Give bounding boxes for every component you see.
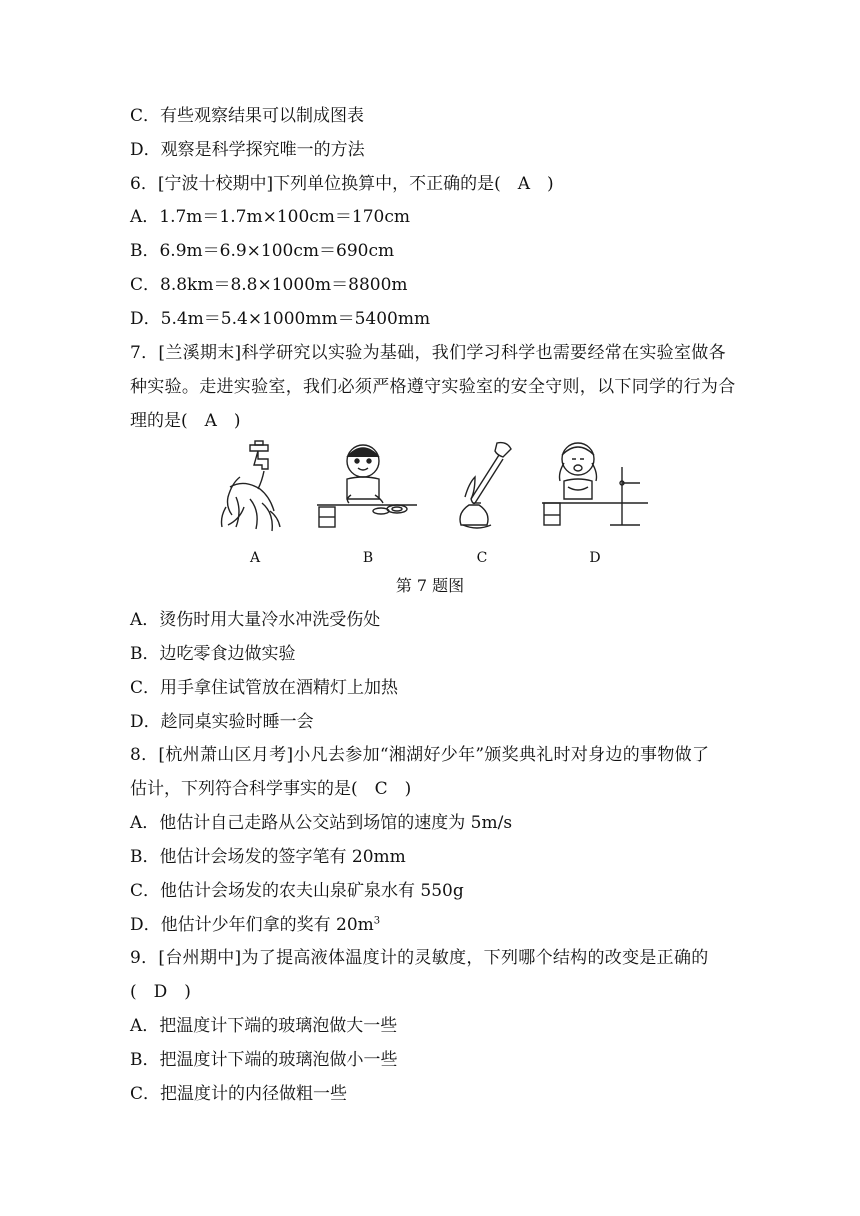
figure-label-a: A: [249, 550, 261, 566]
question-8-line2: 估计，下列符合科学事实的是( C ): [130, 779, 412, 799]
q8-option-a: A．他估计自己走路从公交站到场馆的速度为 5m/s: [130, 813, 513, 833]
figure-panel-a: [200, 437, 310, 567]
q8-option-d-text: D．他估计少年们拿的奖有 20m: [130, 915, 374, 935]
q9-option-b: B．把温度计下端的玻璃泡做小一些: [130, 1050, 398, 1070]
option-6c-prev: C．有些观察结果可以制成图表: [130, 106, 365, 126]
q7-option-d: D．趁同桌实验时睡一会: [130, 712, 314, 732]
question-9-line2: ( D ): [130, 982, 191, 1002]
question-9-line1: 9．[台州期中]为了提高液体温度计的灵敏度，下列哪个结构的改变是正确的: [130, 948, 709, 968]
option-6d-prev: D．观察是科学探究唯一的方法: [130, 140, 365, 160]
q8-option-d-superscript: 3: [373, 915, 381, 927]
q6-option-d: D．5.4m＝5.4×1000mm＝5400mm: [130, 309, 431, 329]
question-7-line3: 理的是( A ): [130, 411, 241, 431]
q6-option-b: B．6.9m＝6.9×100cm＝690cm: [130, 241, 395, 261]
q7-option-c: C．用手拿住试管放在酒精灯上加热: [130, 678, 399, 698]
q7-option-b: B．边吃零食边做实验: [130, 644, 296, 664]
boy-eating-drawing: [313, 437, 423, 547]
figure-label-b: B: [362, 550, 374, 566]
q8-option-c: C．他估计会场发的农夫山泉矿泉水有 550g: [130, 881, 464, 901]
figure-panel-c: [427, 437, 537, 567]
q9-option-a: A．把温度计下端的玻璃泡做大一些: [130, 1016, 398, 1036]
q7-option-a: A．烫伤时用大量冷水冲洗受伤处: [130, 610, 381, 630]
figure-label-c: C: [476, 550, 488, 566]
question-7-figure: [200, 437, 660, 567]
q8-option-d: [130, 913, 380, 937]
question-8-line1: 8．[杭州萧山区月考]小凡去参加“湘湖好少年”颁奖典礼时对身边的事物做了: [130, 745, 710, 765]
figure-caption: 第 7 题图: [395, 576, 465, 595]
test-tube-lamp-drawing: [427, 437, 537, 547]
q6-option-a: A．1.7m＝1.7m×100cm＝170cm: [130, 207, 411, 227]
question-7-line1: 7．[兰溪期末]科学研究以实验为基础，我们学习科学也需要经常在实验室做各: [130, 343, 726, 363]
question-6: 6．[宁波十校期中]下列单位换算中，不正确的是( A ): [130, 174, 554, 194]
figure-panel-d: [540, 437, 650, 567]
q8-option-b: B．他估计会场发的签字笔有 20mm: [130, 847, 406, 867]
question-7-line2: 种实验。走进实验室，我们必须严格遵守实验室的安全守则，以下同学的行为合: [130, 377, 736, 397]
figure-panel-b: [313, 437, 423, 567]
q9-option-c: C．把温度计的内径做粗一些: [130, 1084, 348, 1104]
figure-label-d: D: [589, 550, 601, 566]
faucet-hand-drawing: [200, 437, 310, 547]
girl-sleeping-drawing: [540, 437, 660, 547]
q6-option-c: C．8.8km＝8.8×1000m＝8800m: [130, 275, 408, 295]
